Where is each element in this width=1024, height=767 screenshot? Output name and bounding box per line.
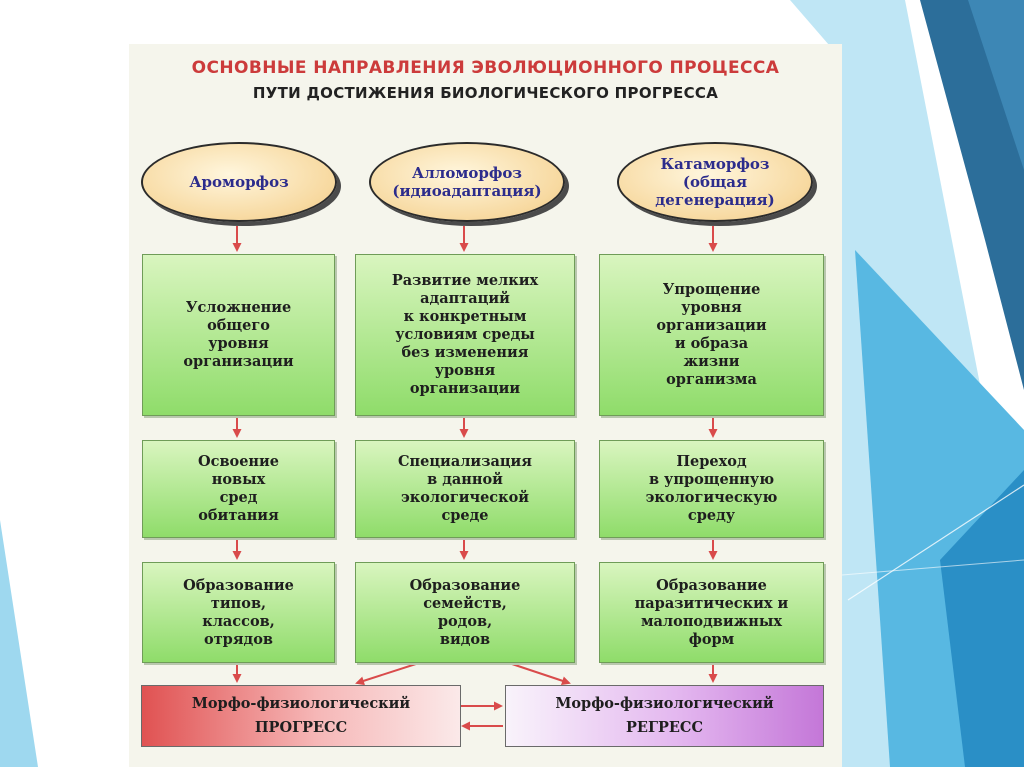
box-text-line: уровня — [208, 335, 269, 352]
box-text-line: Развитие мелких — [391, 272, 539, 289]
box-text-line: паразитических и — [634, 594, 789, 612]
box-text-line: Переход — [676, 453, 747, 470]
box-col3-step2 — [599, 440, 824, 538]
box-text-line: организма — [666, 371, 757, 388]
box-text-line: Специализация — [397, 453, 533, 470]
box-text-line: Образование — [409, 576, 521, 594]
box-text-line: Освоение — [197, 453, 280, 470]
box-col3-step3 — [599, 562, 824, 663]
result-regress-box — [505, 685, 824, 747]
box-col3-step1 — [599, 254, 824, 416]
box-text-line: экологической — [400, 489, 530, 506]
box-text-line: типов, — [210, 594, 267, 612]
box-text-line: малоподвижных — [640, 612, 783, 630]
box-text-line: экологическую — [645, 489, 778, 506]
box-text-line: Образование — [656, 576, 767, 594]
oval-label-line: Ароморфоз — [189, 173, 289, 191]
box-text-line: новых — [211, 471, 266, 488]
diagram-subtitle: ПУТИ ДОСТИЖЕНИЯ БИОЛОГИЧЕСКОГО ПРОГРЕССА — [252, 84, 719, 102]
box-col1-step2 — [142, 440, 335, 538]
oval-aromorphosis — [141, 142, 337, 222]
box-text-line: условиям среды — [395, 326, 535, 343]
oval-label-line: Катаморфоз — [660, 155, 770, 173]
box-text-line: в упрощенную — [648, 471, 775, 488]
box-text-line: среде — [441, 507, 489, 524]
box-col1-step1 — [142, 254, 335, 416]
result-label-line: ПРОГРЕСС — [254, 719, 348, 736]
box-text-line: уровня — [434, 362, 496, 379]
result-progress-box — [141, 685, 461, 747]
box-text-line: Образование — [183, 576, 294, 594]
box-text-line: отрядов — [204, 630, 273, 648]
box-text-line: без изменения — [401, 344, 529, 361]
box-text-line: обитания — [198, 507, 279, 524]
box-text-line: организации — [183, 353, 294, 370]
oval-label-line: дегенерация) — [655, 191, 775, 209]
diagram-panel — [129, 44, 842, 767]
result-label-line: РЕГРЕСС — [625, 719, 703, 736]
box-text-line: организации — [409, 380, 521, 397]
box-text-line: Упрощение — [662, 281, 761, 298]
box-text-line: организации — [656, 317, 767, 334]
box-text-line: классов, — [202, 612, 275, 630]
box-col2-step2 — [355, 440, 575, 538]
arrow-step3-to-regress-col2 — [509, 663, 569, 683]
box-col1-step3 — [142, 562, 335, 663]
oval-label-line: Алломорфоз — [411, 164, 522, 182]
box-text-line: видов — [439, 630, 491, 648]
result-label-line: Морфо-физиологический — [555, 695, 774, 712]
oval-allomorphosis — [369, 142, 565, 222]
box-text-line: к конкретным — [403, 308, 527, 325]
arrow-step3-to-progress-col2 — [357, 663, 419, 683]
oval-label-line: (идиоадаптация) — [392, 182, 542, 200]
box-text-line: семейств, — [423, 594, 507, 612]
box-text-line: и образа — [674, 335, 749, 352]
oval-label-line: (общая — [682, 173, 748, 191]
box-text-line: общего — [207, 317, 270, 334]
diagram-title: ОСНОВНЫЕ НАПРАВЛЕНИЯ ЭВОЛЮЦИОННОГО ПРОЦЕССА — [191, 58, 780, 78]
box-col2-step3 — [355, 562, 575, 663]
box-text-line: адаптаций — [420, 290, 510, 307]
box-text-line: родов, — [437, 612, 493, 630]
box-col2-step1 — [355, 254, 575, 416]
box-text-line: уровня — [681, 299, 742, 316]
box-text-line: среду — [687, 507, 736, 524]
box-text-line: в данной — [427, 471, 503, 488]
box-text-line: форм — [688, 630, 735, 648]
deco-left-light-shape — [0, 520, 38, 767]
oval-catamorphosis — [617, 142, 813, 222]
box-text-line: сред — [219, 489, 258, 506]
result-label-line: Морфо-физиологический — [191, 695, 411, 712]
box-text-line: жизни — [683, 353, 740, 370]
box-text-line: Усложнение — [185, 299, 292, 316]
